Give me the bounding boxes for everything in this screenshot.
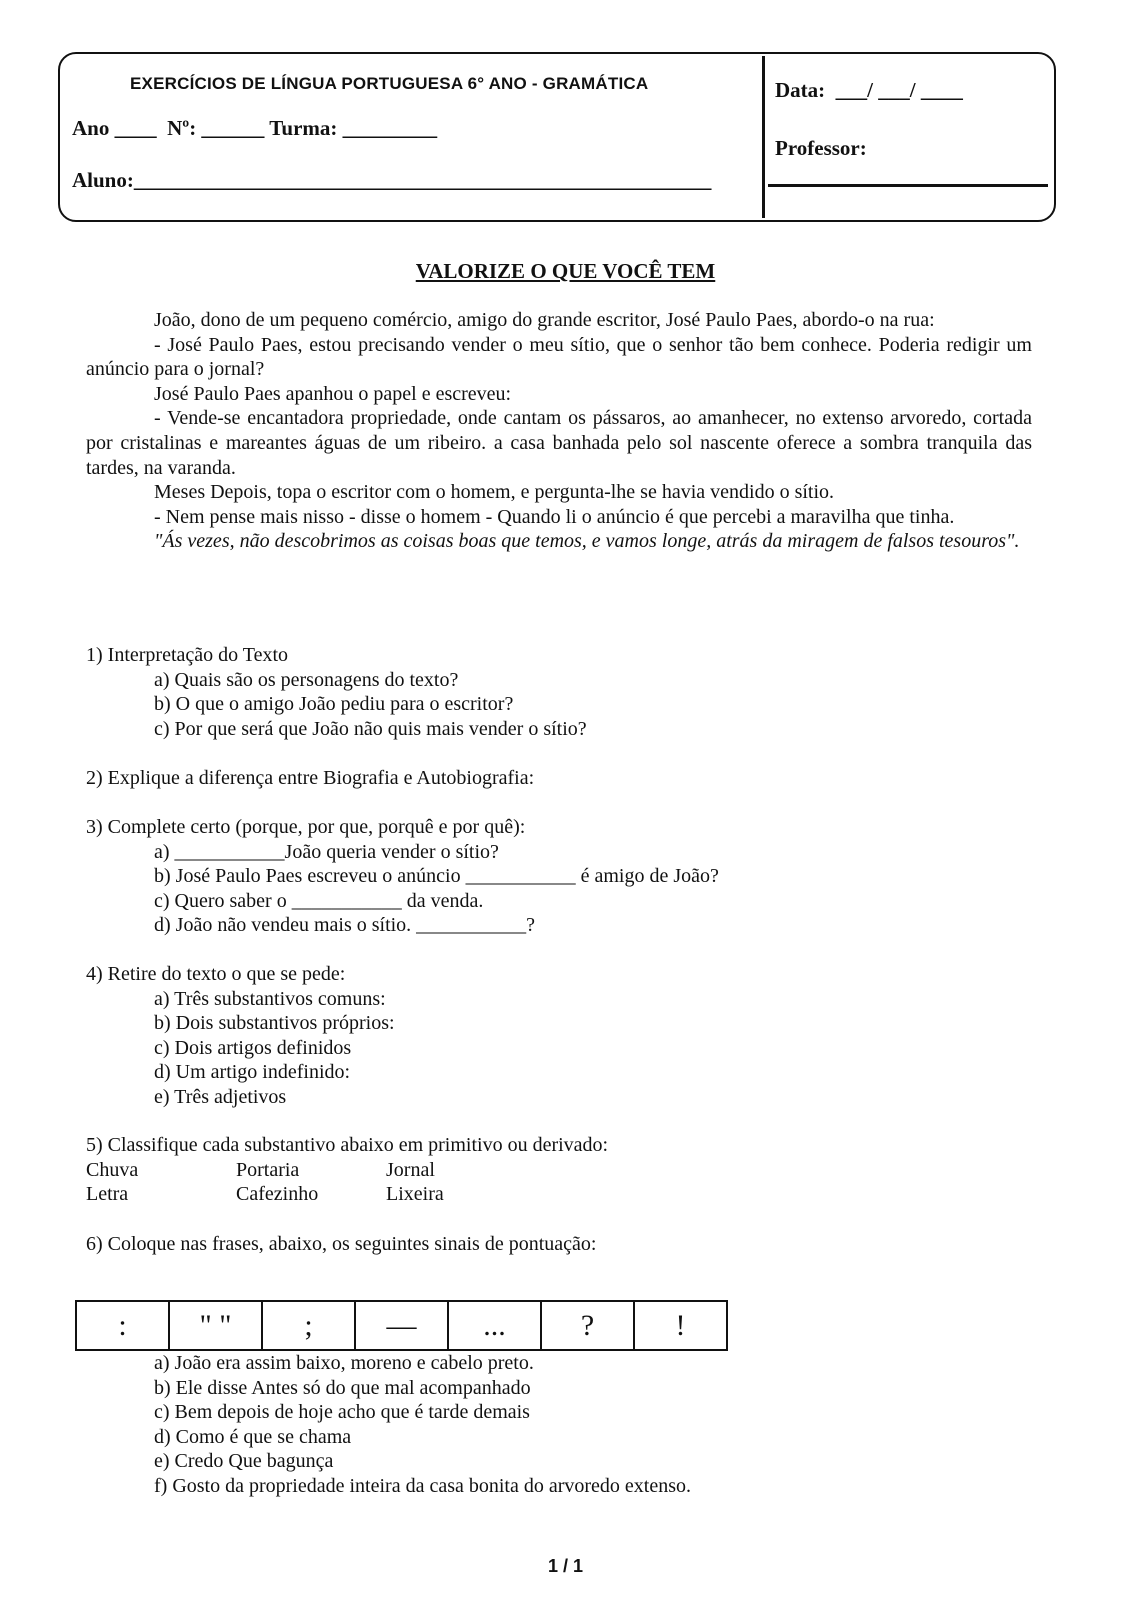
punctuation-signs-table (75, 1300, 728, 1351)
noun-word: Jornal (386, 1158, 435, 1181)
question-3 (86, 815, 1026, 938)
page-number: 1 / 1 (547, 1556, 584, 1576)
noun-word: Lixeira (386, 1183, 444, 1206)
question-6-sentences (86, 1351, 1026, 1499)
punctuation-sign: ? (541, 1301, 634, 1350)
story-title: VALORIZE O QUE VOCÊ TEM (415, 259, 716, 283)
story-text (86, 308, 1032, 554)
noun-word: Portaria (236, 1158, 300, 1181)
question-item: c) Quero saber o ___________ da venda. (154, 889, 484, 912)
story-paragraph: - Nem pense mais nisso - disse o homem - Quando li o anúncio é que percebi a maravilha que tinha. (154, 505, 955, 528)
question-heading: 3) Complete certo (porque, por que, porquê e por quê): (86, 816, 526, 838)
question-6 (86, 1232, 1026, 1257)
question-item: a) ___________João queria vender o sítio? (154, 840, 499, 863)
question-2 (86, 766, 1026, 791)
punctuation-sign: ! (634, 1301, 727, 1350)
punctuation-sign: ... (448, 1301, 541, 1350)
noun-word-grid (86, 1158, 1026, 1207)
punctuation-sign: : (76, 1301, 169, 1350)
story-paragraph: João, dono de um pequeno comércio, amigo do grande escritor, José Paulo Paes, abordo-o na rua: (154, 309, 935, 331)
punctuation-sign: — (355, 1301, 448, 1350)
question-item: d) Um artigo indefinido: (154, 1061, 351, 1084)
date-line: Data: ___/ ___/ ____ (775, 78, 963, 102)
question-item: b) O que o amigo João pediu para o escritor? (154, 693, 514, 716)
punctuation-sign: " " (169, 1301, 262, 1350)
question-heading: 5) Classifique cada substantivo abaixo em primitivo ou derivado: (86, 1134, 609, 1156)
noun-word: Chuva (86, 1158, 139, 1181)
question-item: f) Gosto da propriedade inteira da casa bonita do arvoredo extenso. (154, 1474, 692, 1497)
noun-word: Letra (86, 1183, 129, 1206)
aluno-line: Aluno:_______________________________________________________ (72, 168, 712, 192)
question-item: c) Dois artigos definidos (154, 1036, 352, 1059)
question-item: b) Dois substantivos próprios: (154, 1012, 395, 1035)
question-heading: 1) Interpretação do Texto (86, 644, 289, 666)
question-item: b) Ele disse Antes só do que mal acompanhado (154, 1376, 531, 1399)
noun-word: Cafezinho (236, 1183, 319, 1206)
question-heading: 2) Explique a diferença entre Biografia e Autobiografia: (86, 767, 535, 789)
question-item: d) João não vendeu mais o sítio. ___________? (154, 914, 536, 937)
question-item: a) Três substantivos comuns: (154, 987, 386, 1010)
question-item: e) Credo Que bagunça (154, 1450, 334, 1473)
question-item: b) José Paulo Paes escreveu o anúncio ___________ é amigo de João? (154, 865, 719, 888)
question-heading: 4) Retire do texto o que se pede: (86, 963, 346, 985)
question-item: a) João era assim baixo, moreno e cabelo preto. (154, 1352, 534, 1374)
question-item: a) Quais são os personagens do texto? (154, 668, 459, 691)
story-paragraph: Meses Depois, topa o escritor com o homem, e pergunta-lhe se havia vendido o sítio. (154, 481, 835, 504)
question-1 (86, 643, 1026, 741)
question-5 (86, 1133, 1026, 1207)
story-paragraph: - José Paulo Paes, estou precisando vender o meu sítio, que o senhor tão bem conhece. Poderia redigir um anúncio para o jornal? (86, 333, 1032, 381)
question-heading: 6) Coloque nas frases, abaixo, os seguintes sinais de pontuação: (86, 1233, 597, 1255)
question-item: e) Três adjetivos (154, 1085, 287, 1108)
story-moral-quote: "Ás vezes, não descobrimos as coisas boas que temos, e vamos longe, atrás da miragem de falsos tesouros". (154, 530, 1020, 553)
question-4 (86, 962, 1026, 1110)
professor-label: Professor: (775, 136, 867, 160)
professor-rule (768, 184, 1048, 187)
header-divider (762, 56, 765, 218)
ano-numero-turma-line: Ano ____ Nº: ______ Turma: _________ (72, 116, 438, 140)
question-item: c) Por que será que João não quis mais vender o sítio? (154, 717, 587, 740)
question-item: d) Como é que se chama (154, 1425, 352, 1448)
story-paragraph: - Vende-se encantadora propriedade, onde cantam os pássaros, ao amanhecer, no extenso arvoredo, cortada por cristalinas e mareantes águas de um ribeiro. a casa banhada pelo sol nascente oferece a sombra tranquila das tardes, na varanda. (86, 407, 1032, 479)
story-paragraph: José Paulo Paes apanhou o papel e escreveu: (154, 382, 512, 405)
worksheet-title: EXERCÍCIOS DE LÍNGUA PORTUGUESA 6° ANO - GRAMÁTICA (130, 74, 649, 93)
punctuation-sign: ; (262, 1301, 355, 1350)
question-item: c) Bem depois de hoje acho que é tarde demais (154, 1401, 530, 1424)
